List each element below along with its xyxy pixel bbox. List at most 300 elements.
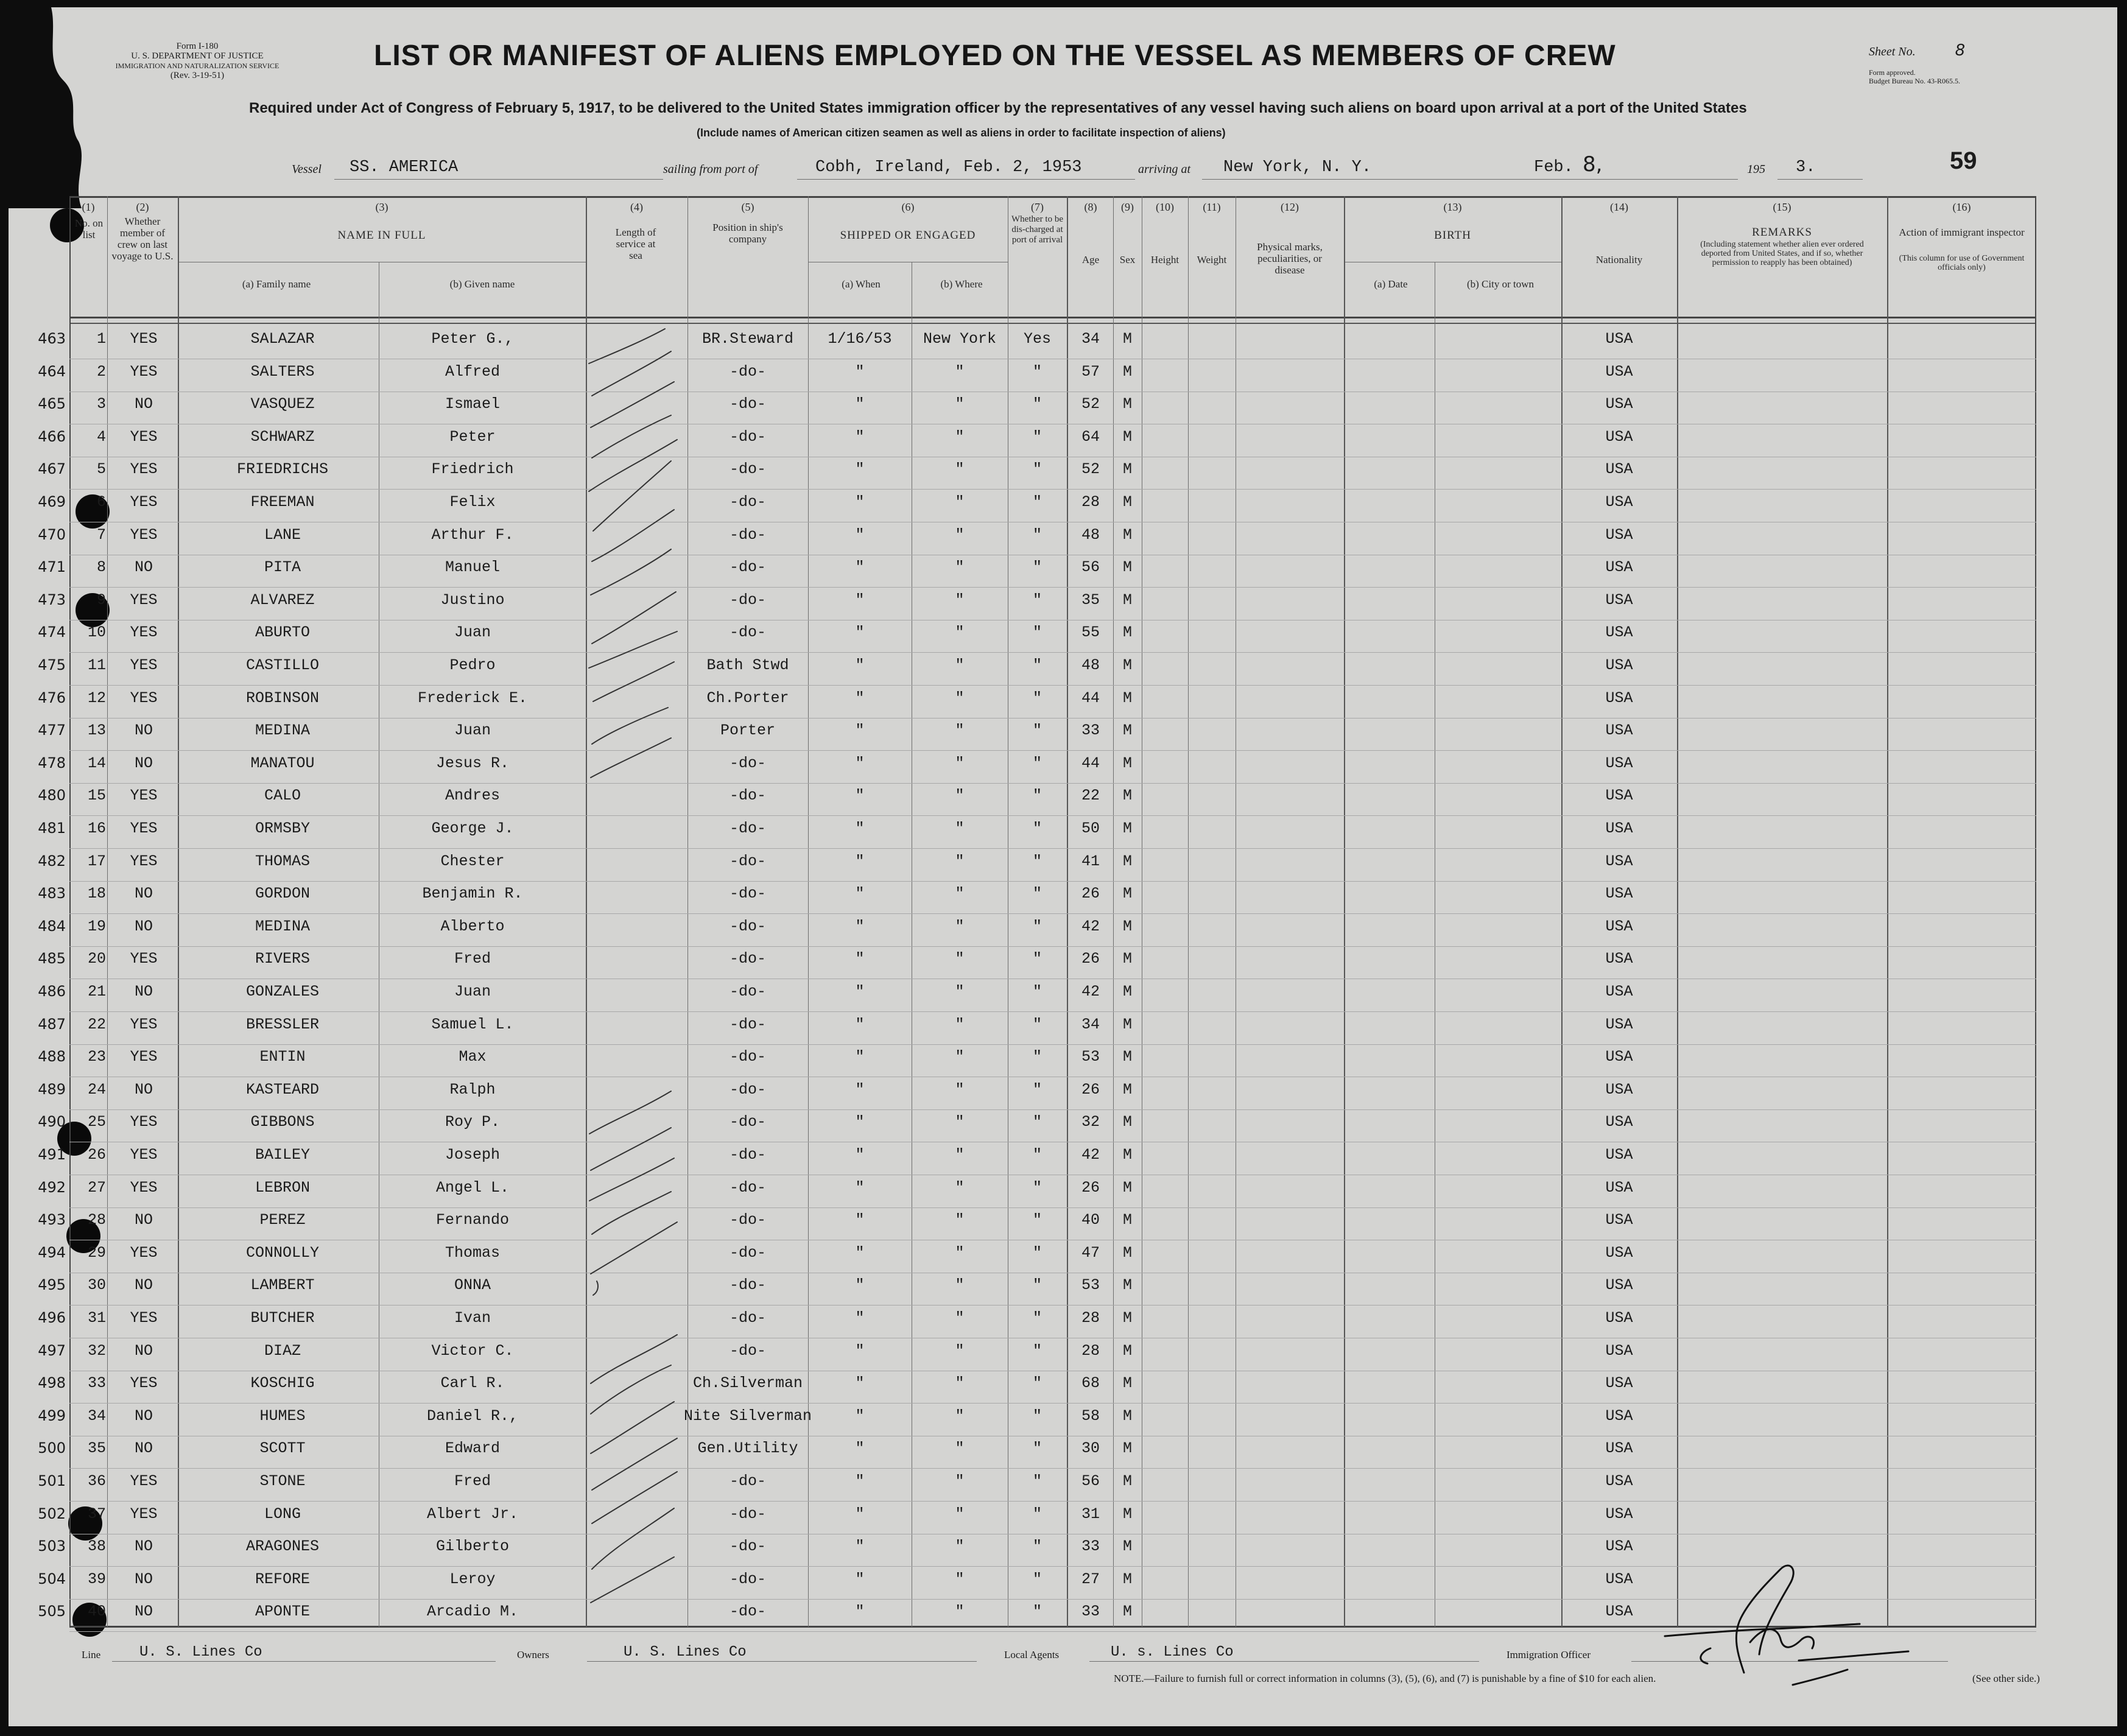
nationality: USA bbox=[1605, 787, 1633, 804]
shipped-when: " bbox=[855, 1570, 865, 1588]
crew-last-voyage: NO bbox=[134, 1603, 153, 1620]
col2-num: (2) bbox=[136, 201, 149, 213]
shipped-where: " bbox=[955, 1407, 965, 1425]
discharged: " bbox=[1032, 493, 1042, 511]
family-name: FRIEDRICHS bbox=[236, 460, 329, 478]
list-ref-number: 505 bbox=[38, 1603, 66, 1620]
nationality: USA bbox=[1605, 1407, 1633, 1425]
crew-last-voyage: NO bbox=[134, 1342, 153, 1360]
age: 30 bbox=[1081, 1439, 1100, 1457]
age: 42 bbox=[1081, 1146, 1100, 1164]
col-header-no-on-list: No. on list bbox=[74, 217, 104, 241]
age: 42 bbox=[1081, 983, 1100, 1000]
row-number: 15 bbox=[87, 787, 106, 804]
crew-last-voyage: YES bbox=[130, 787, 158, 804]
crew-last-voyage: YES bbox=[130, 689, 158, 707]
line-label: Line bbox=[82, 1649, 101, 1660]
list-ref-number: 478 bbox=[38, 754, 66, 771]
sex: M bbox=[1122, 1603, 1132, 1620]
given-name: Daniel R., bbox=[426, 1407, 519, 1425]
row-divider bbox=[69, 848, 2036, 849]
discharged: " bbox=[1032, 1179, 1042, 1197]
given-name: Andres bbox=[445, 787, 500, 804]
shipped-where: " bbox=[955, 1537, 965, 1555]
sex: M bbox=[1122, 1113, 1132, 1131]
age: 64 bbox=[1081, 428, 1100, 446]
sex: M bbox=[1122, 1081, 1132, 1098]
row-divider bbox=[69, 946, 2036, 947]
col8-num: (8) bbox=[1084, 201, 1097, 213]
shipped-where: " bbox=[955, 754, 965, 772]
discharged: " bbox=[1032, 395, 1042, 413]
sex: M bbox=[1122, 558, 1132, 576]
discharged: " bbox=[1032, 591, 1042, 609]
col14-num: (14) bbox=[1610, 201, 1628, 213]
sex: M bbox=[1122, 983, 1132, 1000]
col9-num: (9) bbox=[1121, 201, 1134, 213]
shipped-when: " bbox=[855, 722, 865, 739]
position: -do- bbox=[729, 1570, 766, 1588]
crew-last-voyage: NO bbox=[134, 722, 153, 739]
position: -do- bbox=[729, 1244, 766, 1262]
col-header-physical-marks: Physical marks, peculiarities, or disease bbox=[1257, 241, 1323, 276]
given-name: Chester bbox=[440, 852, 505, 870]
given-name: Alfred bbox=[445, 363, 500, 381]
row-divider bbox=[69, 1468, 2036, 1469]
shipped-when: " bbox=[855, 918, 865, 935]
age: 57 bbox=[1081, 363, 1100, 381]
row-divider bbox=[69, 750, 2036, 751]
shipped-where: " bbox=[955, 624, 965, 641]
crew-last-voyage: NO bbox=[134, 754, 153, 772]
shipped-when: " bbox=[855, 1276, 865, 1294]
sheet-number bbox=[1869, 41, 1965, 60]
list-ref-number: 475 bbox=[38, 656, 66, 673]
shipped-when: " bbox=[855, 983, 865, 1000]
col-header-name: NAME IN FULL bbox=[337, 229, 426, 242]
family-name: STONE bbox=[259, 1472, 306, 1490]
row-number: 1 bbox=[96, 330, 106, 348]
row-number: 25 bbox=[87, 1113, 106, 1131]
family-name: APONTE bbox=[255, 1603, 310, 1620]
family-name: THOMAS bbox=[255, 852, 310, 870]
age: 52 bbox=[1081, 460, 1100, 478]
fine-note: NOTE.—Failure to furnish full or correct information in columns (3), (5), (6), and (7) is punishable by a fine of $10 for each alien. bbox=[1114, 1673, 1656, 1684]
sex: M bbox=[1122, 1537, 1132, 1555]
position: -do- bbox=[729, 363, 766, 381]
sex: M bbox=[1122, 1016, 1132, 1033]
shipped-when: " bbox=[855, 591, 865, 609]
crew-last-voyage: YES bbox=[130, 460, 158, 478]
row-divider bbox=[69, 685, 2036, 686]
shipped-when: " bbox=[855, 1016, 865, 1033]
row-divider bbox=[69, 718, 2036, 719]
discharged: " bbox=[1032, 918, 1042, 935]
row-divider bbox=[69, 587, 2036, 588]
age: 44 bbox=[1081, 689, 1100, 707]
col5-num: (5) bbox=[741, 201, 754, 213]
given-name: Angel L. bbox=[435, 1179, 510, 1197]
given-name: Fred bbox=[454, 950, 491, 968]
shipped-when: " bbox=[855, 1244, 865, 1262]
family-name: GORDON bbox=[255, 885, 310, 902]
shipped-when: " bbox=[855, 558, 865, 576]
given-name: Roy P. bbox=[445, 1113, 500, 1131]
list-ref-number: 504 bbox=[38, 1570, 66, 1587]
family-name: HUMES bbox=[259, 1407, 306, 1425]
position: -do- bbox=[729, 591, 766, 609]
col-header-birth-city: (b) City or town bbox=[1466, 278, 1535, 290]
sailing-from: Cobh, Ireland, Feb. 2, 1953 bbox=[815, 158, 1082, 177]
age: 34 bbox=[1081, 1016, 1100, 1033]
col3-num: (3) bbox=[375, 201, 388, 213]
shipped-where: " bbox=[955, 885, 965, 902]
given-name: Friedrich bbox=[431, 460, 514, 478]
list-ref-number: 471 bbox=[38, 558, 66, 575]
nationality: USA bbox=[1605, 526, 1633, 544]
family-name: SALTERS bbox=[250, 363, 315, 381]
nationality: USA bbox=[1605, 1276, 1633, 1294]
discharged: " bbox=[1032, 1146, 1042, 1164]
nationality: USA bbox=[1605, 1309, 1633, 1327]
row-divider bbox=[69, 1501, 2036, 1502]
row-number: 34 bbox=[87, 1407, 106, 1425]
row-number: 22 bbox=[87, 1016, 106, 1033]
col-header-where: (b) Where bbox=[940, 278, 983, 290]
row-number: 13 bbox=[87, 722, 106, 739]
sex: M bbox=[1122, 624, 1132, 641]
year-prefix: 195 bbox=[1747, 163, 1765, 176]
nationality: USA bbox=[1605, 1505, 1633, 1523]
given-name: Pedro bbox=[449, 656, 496, 674]
given-name: George J. bbox=[431, 820, 514, 837]
family-name: ABURTO bbox=[255, 624, 310, 641]
age: 56 bbox=[1081, 558, 1100, 576]
age: 48 bbox=[1081, 526, 1100, 544]
shipped-where: " bbox=[955, 1505, 965, 1523]
given-name: Juan bbox=[454, 722, 491, 739]
shipped-where: " bbox=[955, 1244, 965, 1262]
torn-corner bbox=[9, 7, 106, 208]
given-name: Felix bbox=[449, 493, 496, 511]
list-ref-number: 483 bbox=[38, 885, 66, 902]
family-name: ALVAREZ bbox=[250, 591, 315, 609]
shipped-when: " bbox=[855, 526, 865, 544]
nationality: USA bbox=[1605, 558, 1633, 576]
col-header-inspector-note: (This column for use of Government officials only) bbox=[1899, 254, 2025, 272]
nationality: USA bbox=[1605, 330, 1633, 348]
crew-last-voyage: NO bbox=[134, 395, 153, 413]
family-name: RIVERS bbox=[255, 950, 310, 968]
shipped-when: " bbox=[855, 885, 865, 902]
age: 26 bbox=[1081, 950, 1100, 968]
sex: M bbox=[1122, 820, 1132, 837]
shipped-where: " bbox=[955, 493, 965, 511]
col15-num: (15) bbox=[1773, 201, 1791, 213]
discharged: " bbox=[1032, 1048, 1042, 1066]
position: Bath Stwd bbox=[706, 656, 789, 674]
given-name: Juan bbox=[454, 624, 491, 641]
shipped-where: " bbox=[955, 591, 965, 609]
row-number: 14 bbox=[87, 754, 106, 772]
list-ref-number: 473 bbox=[38, 591, 66, 608]
col-header-inspector-action: Action of immigrant inspector bbox=[1899, 227, 2025, 238]
family-name: PEREZ bbox=[259, 1211, 306, 1229]
position: Nite Silverman bbox=[683, 1407, 812, 1425]
shipped-when: " bbox=[855, 1211, 865, 1229]
list-ref-number: 477 bbox=[38, 722, 66, 739]
position: -do- bbox=[729, 1537, 766, 1555]
arrival-month: Feb. bbox=[1534, 158, 1573, 177]
position: -do- bbox=[729, 1472, 766, 1490]
sex: M bbox=[1122, 1407, 1132, 1425]
sex: M bbox=[1122, 885, 1132, 902]
sex: M bbox=[1122, 787, 1132, 804]
position: -do- bbox=[729, 1309, 766, 1327]
crew-last-voyage: YES bbox=[130, 1146, 158, 1164]
crew-last-voyage: NO bbox=[134, 1081, 153, 1098]
revision: (Rev. 3-19-51) bbox=[170, 71, 225, 80]
shipped-where: " bbox=[955, 1146, 965, 1164]
discharged: " bbox=[1032, 787, 1042, 804]
row-divider bbox=[69, 1044, 2036, 1045]
sex: M bbox=[1122, 1505, 1132, 1523]
discharged: " bbox=[1032, 460, 1042, 478]
discharged: " bbox=[1032, 1570, 1042, 1588]
given-name: Ivan bbox=[454, 1309, 491, 1327]
shipped-when: " bbox=[855, 820, 865, 837]
row-number: 40 bbox=[87, 1603, 106, 1620]
nationality: USA bbox=[1605, 885, 1633, 902]
shipped-where: " bbox=[955, 1179, 965, 1197]
crew-last-voyage: YES bbox=[130, 363, 158, 381]
discharged: " bbox=[1032, 1244, 1042, 1262]
position: -do- bbox=[729, 820, 766, 837]
sex: M bbox=[1122, 950, 1132, 968]
discharged: " bbox=[1032, 656, 1042, 674]
position: -do- bbox=[729, 526, 766, 544]
family-name: FREEMAN bbox=[250, 493, 315, 511]
crew-last-voyage: YES bbox=[130, 852, 158, 870]
age: 35 bbox=[1081, 591, 1100, 609]
given-name: Arthur F. bbox=[431, 526, 514, 544]
nationality: USA bbox=[1605, 1081, 1633, 1098]
col-header-birth-date: (a) Date bbox=[1374, 278, 1408, 290]
family-name: SCOTT bbox=[259, 1439, 306, 1457]
shipped-where: " bbox=[955, 852, 965, 870]
age: 28 bbox=[1081, 1309, 1100, 1327]
col-header-height: Height bbox=[1150, 254, 1180, 265]
col10-num: (10) bbox=[1156, 201, 1174, 213]
family-name: REFORE bbox=[255, 1570, 310, 1588]
row-number: 7 bbox=[96, 526, 106, 544]
given-name: Gilberto bbox=[435, 1537, 510, 1555]
row-divider bbox=[69, 1109, 2036, 1110]
shipped-where: " bbox=[955, 1113, 965, 1131]
position: -do- bbox=[729, 493, 766, 511]
given-name: Manuel bbox=[445, 558, 500, 576]
shipped-where: " bbox=[955, 1603, 965, 1620]
position: -do- bbox=[729, 950, 766, 968]
row-number: 18 bbox=[87, 885, 106, 902]
family-name: BRESSLER bbox=[245, 1016, 320, 1033]
shipped-where: " bbox=[955, 1472, 965, 1490]
family-name: BAILEY bbox=[255, 1146, 310, 1164]
nationality: USA bbox=[1605, 689, 1633, 707]
family-name: ORMSBY bbox=[255, 820, 310, 837]
list-ref-number: 480 bbox=[38, 787, 66, 804]
list-ref-number: 502 bbox=[38, 1505, 66, 1522]
discharged: " bbox=[1032, 558, 1042, 576]
position: -do- bbox=[729, 787, 766, 804]
col-header-remarks-note: (Including statement whether alien ever ordered deported from United States, and if so, whether permission to reapply has been obtained) bbox=[1700, 240, 1864, 267]
shipped-when: " bbox=[855, 1603, 865, 1620]
shipped-when: " bbox=[855, 1113, 865, 1131]
discharged: " bbox=[1032, 1374, 1042, 1392]
nationality: USA bbox=[1605, 656, 1633, 674]
family-name: GIBBONS bbox=[250, 1113, 315, 1131]
nationality: USA bbox=[1605, 1146, 1633, 1164]
nationality: USA bbox=[1605, 1113, 1633, 1131]
family-name: MANATOU bbox=[250, 754, 315, 772]
col-header-crew-last-voyage: Whether member of crew on last voyage to U.S. bbox=[111, 216, 174, 262]
nationality: USA bbox=[1605, 624, 1633, 641]
shipped-where: " bbox=[955, 1374, 965, 1392]
sailing-label: sailing from port of bbox=[663, 163, 758, 176]
col-header-given-name: (b) Given name bbox=[449, 278, 515, 290]
list-ref-number: 490 bbox=[38, 1113, 66, 1130]
list-ref-number: 495 bbox=[38, 1276, 66, 1293]
manifest-sheet bbox=[9, 7, 2117, 1726]
row-number: 35 bbox=[87, 1439, 106, 1457]
position: Ch.Porter bbox=[706, 689, 789, 707]
col-header-weight: Weight bbox=[1197, 254, 1227, 265]
row-divider bbox=[69, 815, 2036, 816]
row-divider bbox=[69, 1011, 2036, 1012]
sex: M bbox=[1122, 918, 1132, 935]
discharged: " bbox=[1032, 820, 1042, 837]
crew-last-voyage: NO bbox=[134, 558, 153, 576]
row-number: 27 bbox=[87, 1179, 106, 1197]
sex: M bbox=[1122, 852, 1132, 870]
shipped-when: " bbox=[855, 950, 865, 968]
row-number: 32 bbox=[87, 1342, 106, 1360]
col-header-birth: BIRTH bbox=[1434, 229, 1471, 242]
crew-last-voyage: NO bbox=[134, 885, 153, 902]
row-number: 12 bbox=[87, 689, 106, 707]
shipped-where: " bbox=[955, 820, 965, 837]
inspector-signature bbox=[1653, 1557, 1945, 1691]
discharged: " bbox=[1032, 1081, 1042, 1098]
nationality: USA bbox=[1605, 1472, 1633, 1490]
given-name: Max bbox=[459, 1048, 487, 1066]
family-name: VASQUEZ bbox=[250, 395, 315, 413]
age: 52 bbox=[1081, 395, 1100, 413]
row-divider bbox=[69, 1207, 2036, 1208]
col13-num: (13) bbox=[1443, 201, 1462, 213]
age: 33 bbox=[1081, 1603, 1100, 1620]
position: -do- bbox=[729, 558, 766, 576]
family-name: SCHWARZ bbox=[250, 428, 315, 446]
shipped-when: " bbox=[855, 1081, 865, 1098]
crew-last-voyage: NO bbox=[134, 1276, 153, 1294]
list-ref-number: 487 bbox=[38, 1016, 66, 1033]
list-ref-number: 474 bbox=[38, 624, 66, 641]
col-header-age: Age bbox=[1081, 254, 1100, 265]
discharged: " bbox=[1032, 526, 1042, 544]
nationality: USA bbox=[1605, 918, 1633, 935]
discharged: " bbox=[1032, 1537, 1042, 1555]
crew-last-voyage: NO bbox=[134, 1407, 153, 1425]
nationality: USA bbox=[1605, 1537, 1633, 1555]
position: -do- bbox=[729, 983, 766, 1000]
family-name: DIAZ bbox=[264, 1342, 301, 1360]
row-number: 29 bbox=[87, 1244, 106, 1262]
family-name: PITA bbox=[264, 558, 301, 576]
row-number: 6 bbox=[96, 493, 106, 511]
row-number: 31 bbox=[87, 1309, 106, 1327]
shipped-where: " bbox=[955, 1048, 965, 1066]
family-name: LEBRON bbox=[255, 1179, 310, 1197]
shipped-when: " bbox=[855, 1342, 865, 1360]
shipped-where: " bbox=[955, 526, 965, 544]
given-name: Edward bbox=[445, 1439, 500, 1457]
crew-last-voyage: NO bbox=[134, 983, 153, 1000]
age: 33 bbox=[1081, 1537, 1100, 1555]
position: -do- bbox=[729, 1048, 766, 1066]
age: 26 bbox=[1081, 1179, 1100, 1197]
age: 48 bbox=[1081, 656, 1100, 674]
given-name: Samuel L. bbox=[431, 1016, 514, 1033]
shipped-where: " bbox=[955, 395, 965, 413]
age: 28 bbox=[1081, 493, 1100, 511]
shipped-when: " bbox=[855, 689, 865, 707]
shipped-where: " bbox=[955, 1016, 965, 1033]
see-other-side: (See other side.) bbox=[1972, 1673, 2040, 1684]
list-ref-number: 469 bbox=[38, 493, 66, 510]
shipped-where: " bbox=[955, 950, 965, 968]
arriving-at: New York, N. Y. bbox=[1223, 158, 1372, 177]
list-ref-number: 486 bbox=[38, 983, 66, 1000]
crew-last-voyage: YES bbox=[130, 1505, 158, 1523]
position: -do- bbox=[729, 885, 766, 902]
given-name: Leroy bbox=[449, 1570, 496, 1588]
row-divider bbox=[69, 783, 2036, 784]
row-number: 19 bbox=[87, 918, 106, 935]
position: -do- bbox=[729, 428, 766, 446]
position: -do- bbox=[729, 624, 766, 641]
given-name: Arcadio M. bbox=[426, 1603, 519, 1620]
family-name: MEDINA bbox=[255, 722, 310, 739]
discharged: " bbox=[1032, 1342, 1042, 1360]
required-statement: Required under Act of Congress of February 5, 1917, to be delivered to the United States immigration officer by the representatives of any vessel having such aliens on board upon arrival at a port of the United States bbox=[249, 100, 1747, 116]
discharged: " bbox=[1032, 852, 1042, 870]
age: 34 bbox=[1081, 330, 1100, 348]
crew-last-voyage: NO bbox=[134, 1439, 153, 1457]
list-ref-number: 492 bbox=[38, 1179, 66, 1196]
given-name: Benjamin R. bbox=[422, 885, 523, 902]
row-number: 10 bbox=[87, 624, 106, 641]
shipped-when: " bbox=[855, 754, 865, 772]
position: Ch.Silverman bbox=[692, 1374, 803, 1392]
row-number: 17 bbox=[87, 852, 106, 870]
crew-last-voyage: YES bbox=[130, 330, 158, 348]
given-name: Fred bbox=[454, 1472, 491, 1490]
service: IMMIGRATION AND NATURALIZATION SERVICE bbox=[115, 61, 279, 70]
list-ref-number: 482 bbox=[38, 852, 66, 870]
nationality: USA bbox=[1605, 1374, 1633, 1392]
sex: M bbox=[1122, 460, 1132, 478]
